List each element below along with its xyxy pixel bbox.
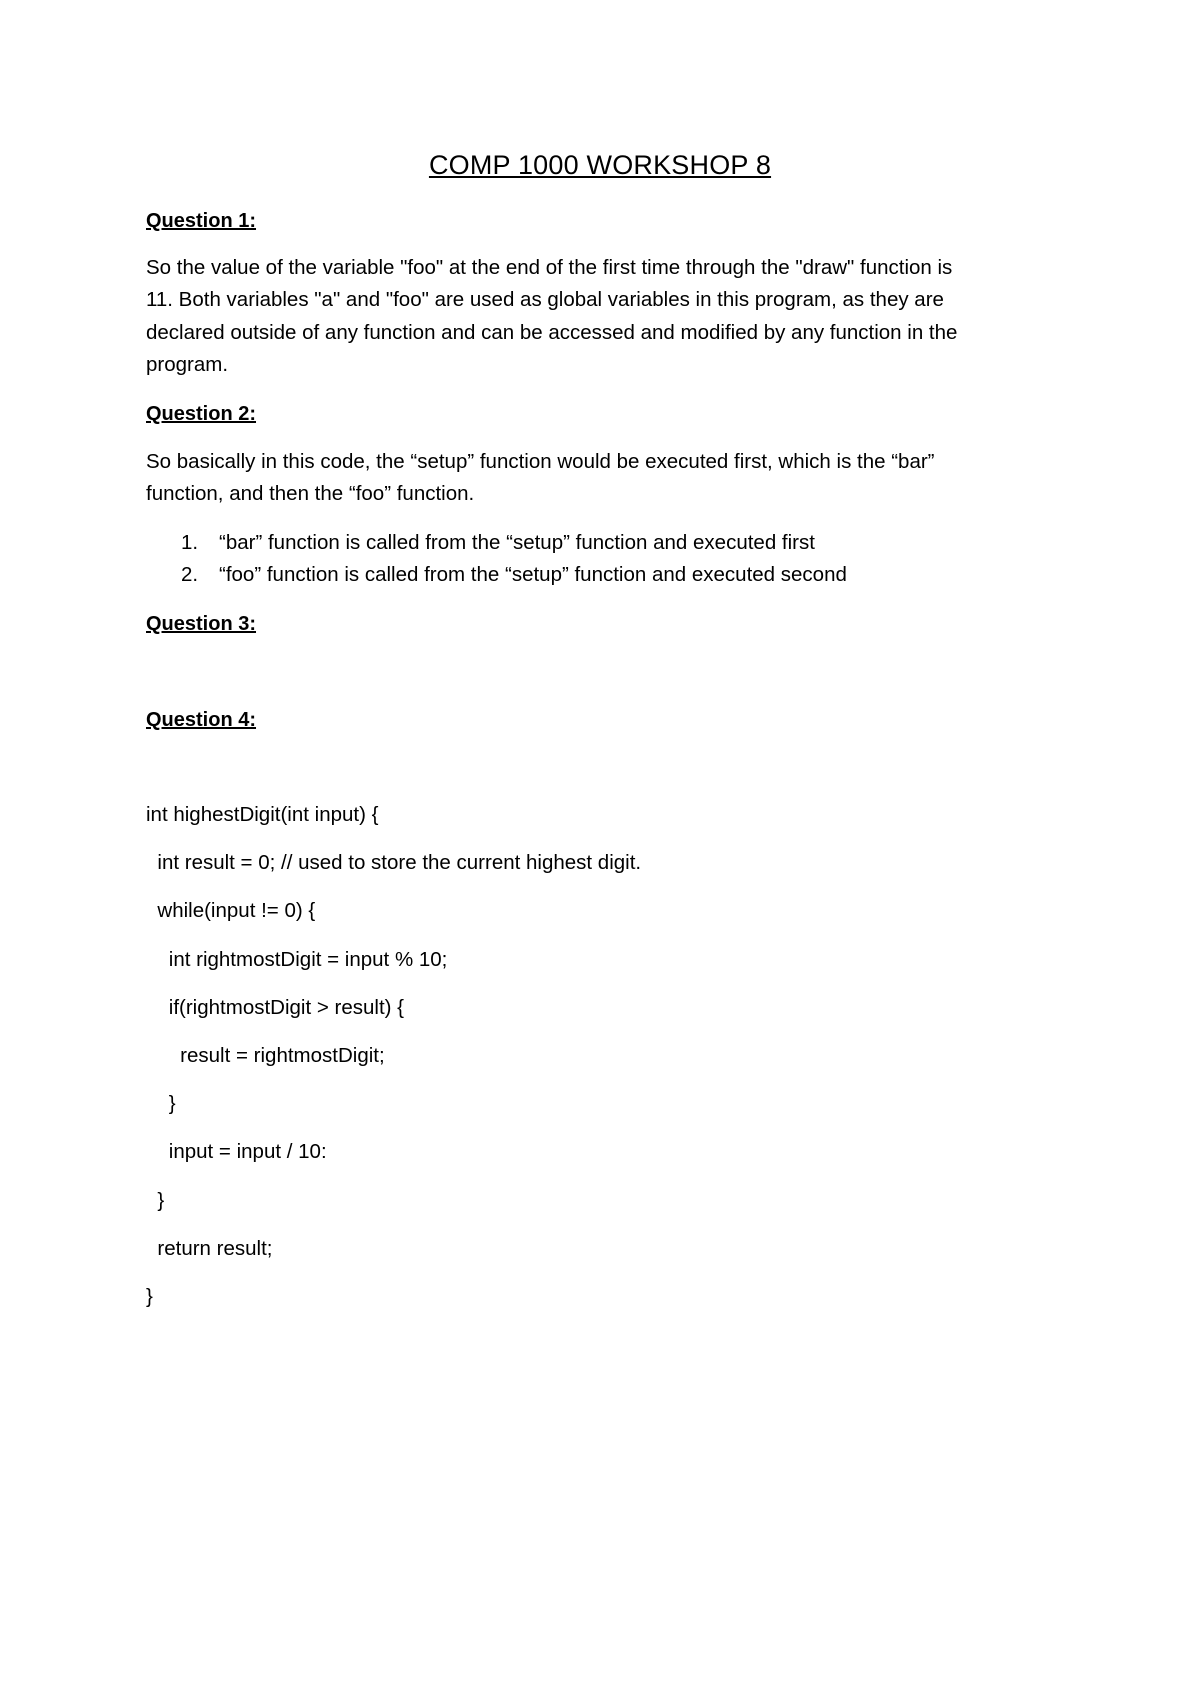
question-2-answer	[146, 446, 1066, 511]
question-2-heading: Question 2:	[146, 403, 257, 425]
list-item-text: “bar” function is called from the “setup” function and executed first	[219, 531, 815, 554]
question-3-heading: Question 3:	[146, 613, 257, 635]
list-item-text: “foo” function is called from the “setup” function and executed second	[219, 563, 847, 587]
list-item-number: 2.	[181, 563, 199, 587]
question-4-code	[146, 802, 1066, 1332]
code-line: }	[146, 1188, 165, 1212]
code-line: if(rightmostDigit > result) {	[146, 995, 405, 1019]
question-2-line: So basically in this code, the “setup” function would be executed first, which is the “bar”	[146, 450, 935, 473]
list-item-number: 1.	[181, 531, 199, 554]
question-2-list	[146, 527, 1066, 592]
document-title: COMP 1000 WORKSHOP 8	[428, 150, 772, 180]
code-line: while(input != 0) {	[146, 899, 316, 923]
question-1-line: 11. Both variables "a" and "foo" are used as global variables in this program, as they are	[146, 288, 944, 312]
code-line: int highestDigit(int input) {	[146, 803, 379, 826]
code-line: int result = 0; // used to store the current highest digit.	[146, 851, 642, 875]
code-line: input = input / 10:	[146, 1140, 327, 1164]
question-4-heading: Question 4:	[146, 709, 257, 731]
question-1-line: So the value of the variable "foo" at the end of the first time through the "draw" function is	[146, 256, 953, 279]
question-1-line: program.	[146, 353, 229, 377]
question-1-answer	[146, 252, 1066, 382]
code-line: }	[146, 1284, 153, 1308]
code-line: }	[146, 1092, 176, 1116]
question-2-line: function, and then the “foo” function.	[146, 482, 475, 506]
question-1-line: declared outside of any function and can be accessed and modified by any function in the	[146, 320, 958, 344]
question-1-heading: Question 1:	[146, 210, 257, 232]
code-line: int rightmostDigit = input % 10;	[146, 947, 448, 971]
list-item	[146, 559, 1066, 591]
list-item	[146, 527, 1066, 559]
code-line: result = rightmostDigit;	[146, 1043, 385, 1067]
code-line: return result;	[146, 1236, 273, 1260]
